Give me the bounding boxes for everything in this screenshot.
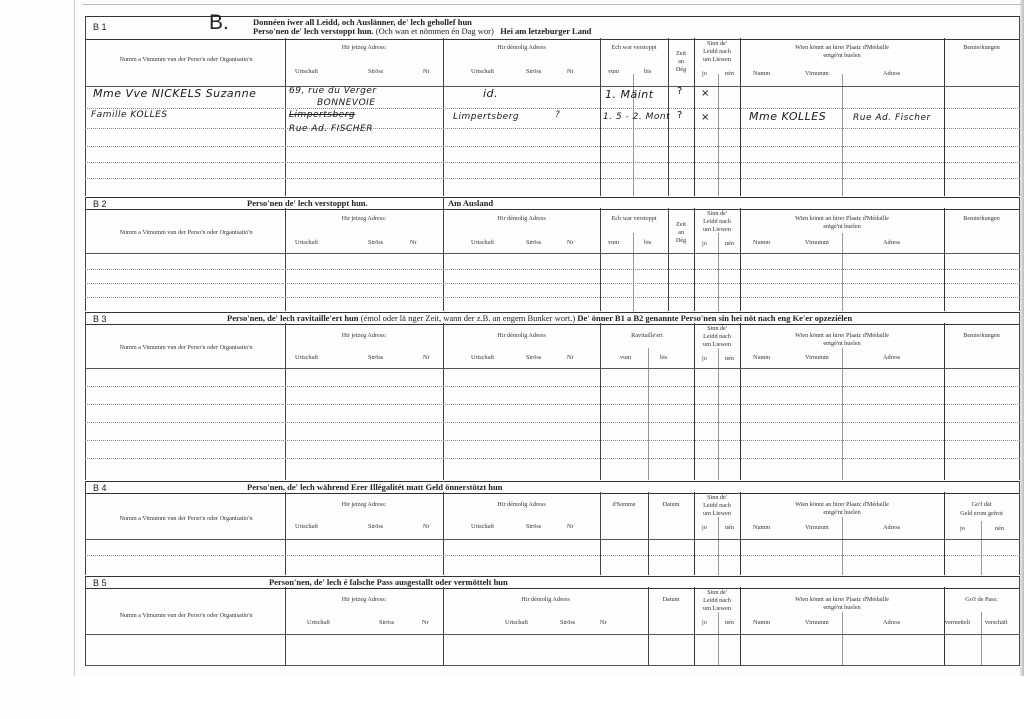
- top-border: [82, 4, 1022, 5]
- col-risk: Sinn de': [707, 325, 727, 332]
- col-nr: Nr: [567, 68, 574, 75]
- col-locality: Urtschaft: [295, 523, 319, 530]
- col-to: bis: [644, 68, 652, 75]
- col-risk: Sinn de': [707, 210, 727, 217]
- col-street: Ströss: [368, 68, 384, 75]
- col-street: Ströss: [368, 523, 384, 530]
- section-title: [227, 313, 852, 323]
- col-former-addr: Hir démolig Adress: [521, 596, 570, 603]
- col-border: [85, 16, 86, 196]
- entry-current-addr: 69, rue du Verger: [289, 86, 377, 96]
- col-border: [1019, 576, 1020, 666]
- page-edge-left: [74, 0, 75, 719]
- col-risk: Sinn de': [707, 589, 727, 596]
- col-no: nén: [725, 70, 734, 77]
- col-no: nén: [995, 525, 1004, 532]
- col-from: vum: [608, 68, 620, 75]
- col-border: [718, 517, 719, 575]
- col-border: [600, 38, 601, 196]
- col-nr: Nr: [567, 354, 574, 361]
- entry-risk: ×: [701, 88, 710, 99]
- row-line: [85, 297, 1020, 298]
- col-locality: Urtschaft: [471, 239, 495, 246]
- entry-medal-name: Mme KOLLES: [749, 110, 827, 123]
- col-border: [285, 323, 286, 480]
- section-id: B 4: [93, 483, 107, 493]
- header-bottom: [85, 634, 1020, 635]
- col-border: [718, 612, 719, 666]
- col-name: Numm a Vimumm vun der Perso'n oder Organisatio'n: [119, 515, 253, 522]
- row-line: [85, 422, 1020, 423]
- col-to: bis: [644, 239, 652, 246]
- page-edge-right: [1020, 0, 1024, 719]
- col-lent: vermettelt: [945, 619, 971, 626]
- col-current-addr: Hir jetzeg Adress:: [341, 215, 387, 222]
- col-street: Ströss: [526, 239, 542, 246]
- col-border: [740, 38, 741, 196]
- header-bottom: [85, 539, 1020, 540]
- row-line: [85, 440, 1020, 441]
- col-border: [443, 38, 444, 196]
- col-border: [1019, 312, 1020, 480]
- title-tail: De' önner B1 a B2 genannte Perso'nen sin hei nöt nach eng Ke'er opzeziélen: [577, 313, 853, 323]
- col-firstname: Virnumm: [805, 524, 829, 531]
- section-id: B 1: [93, 22, 107, 32]
- col-former-addr: Hir démolig Adress: [497, 332, 546, 339]
- col-name-short: Numm: [753, 619, 771, 626]
- col-time: Zeit: [676, 221, 686, 228]
- col-nr: Nr: [423, 68, 430, 75]
- col-name: Numm a Vimumm vun der Perso'n oder Organisatio'n: [119, 56, 253, 63]
- col-border: [85, 197, 86, 311]
- col-ravit: Ravitaille'ert: [631, 332, 663, 339]
- col-locality: Urtschaft: [295, 68, 319, 75]
- row-line: [85, 404, 1020, 405]
- subtitle-text: Perso'nen de' lech verstoppt hun.: [253, 26, 374, 36]
- col-risk: Leidd nach: [703, 333, 731, 340]
- col-medal: Wien könnt an hirer Plaatz d'Médaille: [795, 596, 889, 603]
- col-border: [944, 38, 945, 196]
- col-firstname: Virnumm: [805, 70, 829, 77]
- col-money: Geld erom gefrot: [960, 510, 1003, 517]
- col-yes: jo: [702, 355, 707, 362]
- col-street: Ströss: [526, 68, 542, 75]
- section-b5-header: [85, 576, 1020, 589]
- entry-current-addr: Rue Ad. FISCHER: [289, 124, 373, 134]
- col-firstname: Virnumm: [805, 619, 829, 626]
- col-border: [85, 312, 86, 480]
- col-risk: um Liewen: [702, 226, 731, 233]
- entry-current-addr: Limpertsberg: [289, 110, 356, 120]
- col-nr: Nr: [422, 619, 429, 626]
- col-street: Ströss: [379, 619, 395, 626]
- col-locality: Urtschaft: [471, 68, 495, 75]
- col-border: [981, 521, 982, 575]
- col-no: nén: [725, 619, 734, 626]
- entry-former: id.: [483, 87, 499, 100]
- row-line: [85, 458, 1020, 459]
- col-former-addr: Hir démolig Adress: [497, 44, 546, 51]
- col-yes: jo: [702, 619, 707, 626]
- col-nr: Nr: [567, 523, 574, 530]
- entry-from: 1. Mäint: [605, 88, 654, 101]
- section-title-tail: Am Ausland: [448, 198, 494, 208]
- col-firstname: Virnumm: [805, 239, 829, 246]
- col-remarks: Bemierkungen: [963, 44, 1000, 51]
- col-border: [1019, 481, 1020, 575]
- section-title: Perso'nen, de' lech während Erer Illégalitét matt Geld önnerstötzt hun: [247, 482, 503, 492]
- form-letter: B.: [209, 11, 229, 34]
- col-name-short: Numm: [753, 354, 771, 361]
- col-address: Adress: [883, 354, 901, 361]
- section-title: Donnéen iwer all Leidd, och Auslänner, de' lech gehollef hun: [253, 17, 472, 27]
- col-border: [981, 612, 982, 666]
- col-nr: Nr: [423, 354, 430, 361]
- row-line: [85, 162, 1020, 163]
- section-b1: [85, 11, 1020, 196]
- col-time: an: [678, 229, 684, 236]
- col-risk: um Liewen: [702, 605, 731, 612]
- col-locality: Urtschaft: [295, 239, 319, 246]
- col-medal: Wien könnt an hirer Plaatz d'Médaille: [795, 215, 889, 222]
- header-bottom: [85, 253, 1020, 254]
- row-line: [85, 386, 1020, 387]
- col-risk: Leidd nach: [703, 502, 731, 509]
- section-title: Person'nen, de' lech é falsche Pass ausgestallt oder vermöttelt hun: [269, 577, 508, 587]
- col-former-addr: Hir démolig Adress: [497, 215, 546, 222]
- row-line: [85, 108, 1020, 109]
- section-b2-header: [85, 197, 1020, 210]
- col-border: [1019, 16, 1020, 196]
- col-nr: Nr: [567, 239, 574, 246]
- col-address: Adress: [883, 70, 901, 77]
- col-street: Ströss: [560, 619, 576, 626]
- col-pass: Go'f de Pass:: [965, 596, 998, 603]
- col-border: [85, 576, 86, 666]
- col-border: [600, 208, 601, 311]
- section-id: B 3: [93, 314, 107, 324]
- col-no: nén: [725, 524, 734, 531]
- col-border: [1019, 197, 1020, 311]
- col-risk: Sinn de': [707, 494, 727, 501]
- col-money: Go'f dät: [971, 501, 992, 508]
- col-date: Datum: [662, 596, 680, 603]
- col-made: verschäft: [985, 619, 1008, 626]
- row-line: [85, 555, 1020, 556]
- col-border: [842, 612, 843, 666]
- col-border: [633, 233, 634, 311]
- col-border: [944, 208, 945, 311]
- col-time: Dég: [675, 237, 687, 244]
- col-name-short: Numm: [753, 239, 771, 246]
- section-b4-header: [85, 481, 1020, 494]
- col-locality: Urtschaft: [295, 354, 319, 361]
- col-yes: jo: [960, 525, 965, 532]
- header-bottom: [85, 368, 1020, 369]
- col-firstname: Virnumm: [805, 354, 829, 361]
- col-nr: Nr: [423, 523, 430, 530]
- section-subtitle: [253, 26, 591, 36]
- entry-current-addr: BONNEVOIE: [317, 98, 376, 108]
- entry-days: ?: [677, 110, 683, 121]
- col-street: Ströss: [368, 239, 384, 246]
- col-risk: um Liewen: [702, 510, 731, 517]
- title-note: (émol oder lä nger Zeit, wann der z.B. an engem Bunker wort.): [360, 313, 576, 323]
- col-risk: um Liewen: [702, 341, 731, 348]
- col-address: Adress: [883, 619, 901, 626]
- col-border: [443, 323, 444, 480]
- col-medal: entgé'nt huelen: [823, 340, 861, 347]
- section-b2: [85, 197, 1020, 311]
- row-line: [85, 128, 1020, 129]
- col-medal: entgé'nt huelen: [823, 604, 861, 611]
- subtitle-note: (Och wan et nömmen én Dag wor): [375, 26, 494, 36]
- col-address: Adress: [883, 239, 901, 246]
- entry-former-mark: ?: [555, 110, 561, 120]
- row-line: [85, 178, 1020, 179]
- col-remarks: Bemierkungen: [963, 215, 1000, 222]
- col-current-addr: Hir jetzeg Adress:: [341, 596, 387, 603]
- col-no: nén: [725, 355, 734, 362]
- col-medal: entgé'nt huelen: [823, 52, 861, 59]
- col-time: Zeit: [676, 50, 686, 57]
- col-hid: Ech war verstoppt: [611, 215, 657, 222]
- col-yes: jo: [702, 240, 707, 247]
- col-hid: Ech war verstoppt: [611, 44, 657, 51]
- entry-medal-address: Rue Ad. Fischer: [853, 113, 931, 123]
- col-locality: Urtschaft: [505, 619, 529, 626]
- col-from: vum: [620, 354, 632, 361]
- col-border: [718, 233, 719, 311]
- col-name: Numm a Vimumm vun der Perso'n oder Organisatio'n: [119, 612, 253, 619]
- col-current-addr: Hir jetzeg Adress:: [341, 44, 387, 51]
- col-medal: Wien könnt an hirer Plaatz d'Médaille: [795, 501, 889, 508]
- section-b3: [85, 312, 1020, 480]
- col-risk: Leidd nach: [703, 597, 731, 604]
- col-former-addr: Hir démolig Adress: [497, 501, 546, 508]
- col-to: bis: [660, 354, 668, 361]
- col-risk: Leidd nach: [703, 48, 731, 55]
- col-street: Ströss: [526, 523, 542, 530]
- col-border: [85, 481, 86, 575]
- col-time: Dég: [675, 66, 687, 73]
- entry-name: Famille KOLLES: [91, 110, 168, 120]
- row-line: [85, 146, 1020, 147]
- col-medal: Wien könnt an hirer Plaatz d'Médaille: [795, 332, 889, 339]
- col-medal: entgé'nt huelen: [823, 509, 861, 516]
- section-bottom: [85, 665, 1020, 666]
- col-name: Numm a Vimumm vun der Perso'n oder Organisatio'n: [119, 344, 253, 351]
- col-locality: Urtschaft: [471, 354, 495, 361]
- col-address: Adress: [883, 524, 901, 531]
- col-yes: jo: [702, 524, 707, 531]
- col-nr: Nr: [410, 239, 417, 246]
- col-border: [842, 233, 843, 311]
- page-bottom-margin: [74, 676, 1024, 719]
- col-current-addr: Hir jetzeg Adress:: [341, 501, 387, 508]
- col-border: [600, 323, 601, 480]
- entry-days: ?: [677, 86, 683, 97]
- col-medal: entgé'nt huelen: [823, 223, 861, 230]
- col-nr: Nr: [600, 619, 607, 626]
- section-id: B 2: [93, 199, 107, 209]
- section-b5: [85, 576, 1020, 666]
- entry-former: Limpertsberg: [453, 112, 520, 122]
- col-name: Numm a Vimumm vun der Perso'n oder Organisatio'n: [119, 229, 253, 236]
- subtitle-tail: Hei am letzeburger Land: [500, 26, 592, 36]
- col-risk: Sinn de': [707, 40, 727, 47]
- entry-name: Mme Vve NICKELS Suzanne: [93, 87, 257, 100]
- section-id: B 5: [93, 578, 107, 588]
- col-street: Ströss: [368, 354, 384, 361]
- title-text: Perso'nen, de' lech ravitaille'ert hun: [227, 313, 359, 323]
- col-locality: Urtschaft: [471, 523, 495, 530]
- col-remarks: Bemierkungen: [963, 332, 1000, 339]
- col-sum: d'Somme: [612, 501, 636, 508]
- col-locality: Urtschaft: [307, 619, 331, 626]
- col-time: an: [678, 58, 684, 65]
- row-line: [85, 269, 1020, 270]
- col-border: [842, 517, 843, 575]
- section-title: Perso'nen de' lech verstoppt hun.: [247, 198, 368, 208]
- col-street: Ströss: [526, 354, 542, 361]
- col-risk: um Liewen: [702, 56, 731, 63]
- row-line: [85, 283, 1020, 284]
- col-from: vum: [608, 239, 620, 246]
- col-date: Datum: [662, 501, 680, 508]
- col-name-short: Numm: [753, 70, 771, 77]
- col-border: [285, 208, 286, 311]
- entry-risk: ×: [701, 112, 710, 123]
- section-b4: [85, 481, 1020, 575]
- col-name-short: Numm: [753, 524, 771, 531]
- col-current-addr: Hir jetzeg Adress:: [341, 332, 387, 339]
- col-no: nén: [725, 240, 734, 247]
- col-border: [944, 323, 945, 480]
- col-border: [285, 38, 286, 196]
- col-risk: Leidd nach: [703, 218, 731, 225]
- col-medal: Wien könnt an hirer Plaatz d'Médaille: [795, 44, 889, 51]
- entry-from: 1. 5 - 2. Mont: [603, 112, 671, 122]
- col-yes: jo: [702, 70, 707, 77]
